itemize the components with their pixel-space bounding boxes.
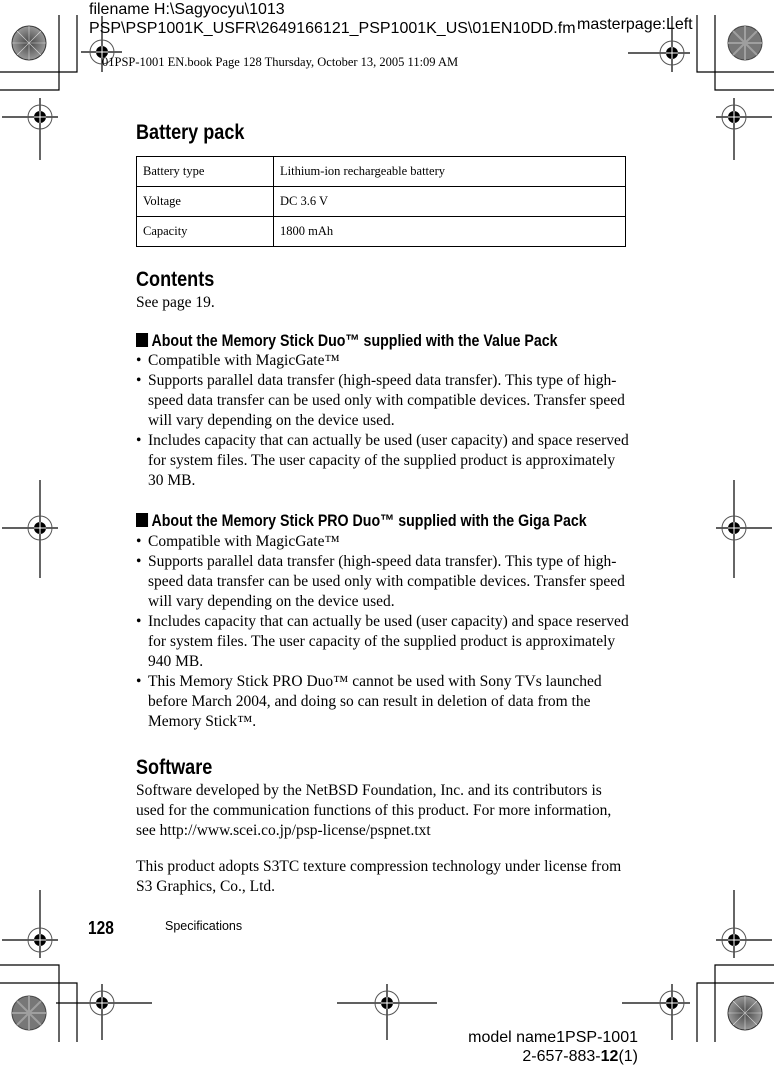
contents-text: See page 19.: [136, 294, 215, 311]
slug-book-info: 01PSP-1001 EN.book Page 128 Thursday, October 13, 2005 11:09 AM: [102, 55, 459, 69]
table-cell-value: DC 3.6 V: [274, 187, 626, 217]
list-item: • Supports parallel data transfer (high-speed data transfer). This type of high-speed data transfer can be used only with compatible devices. Transfer speed will vary depending on the device used.: [136, 552, 630, 612]
table-row: [137, 217, 626, 247]
footer-section-name: Specifications: [165, 919, 243, 933]
table-row: [137, 157, 626, 187]
software-paragraph-1: Software developed by the NetBSD Foundation, Inc. and its contributors is used for the communication functions of this product. For more information, see http://www.scei.co.jp/psp-license/pspnet.txt: [136, 782, 612, 839]
heading-value-pack: [136, 331, 558, 351]
table-cell-label: Capacity: [137, 217, 274, 247]
star-target-icon: [12, 26, 46, 60]
list-item: • Includes capacity that can actually be used (user capacity) and space reserved for system files. The user capacity of the supplied product is approximately 30 MB.: [136, 431, 630, 491]
list-item: • Includes capacity that can actually be used (user capacity) and space reserved for system files. The user capacity of the supplied product is approximately 940 MB.: [136, 612, 630, 672]
table-cell-label: Battery type: [137, 157, 274, 187]
table-row: [137, 187, 626, 217]
list-item: • Supports parallel data transfer (high-speed data transfer). This type of high-speed data transfer can be used only with compatible devices. Transfer speed will vary depending on the device used.: [136, 371, 630, 431]
heading-giga-pack: [136, 511, 587, 531]
heading-contents: Contents: [136, 268, 215, 291]
part-number: [462, 1047, 638, 1066]
list-item: • Compatible with MagicGate™: [136, 532, 630, 552]
part-number-bold: 12: [600, 1048, 619, 1065]
heading-software: Software: [136, 756, 213, 779]
black-square-icon: [136, 333, 148, 347]
list-item: • This Memory Stick PRO Duo™ cannot be used with Sony TVs launched before March 2004, and doing so can result in deletion of data from the Memory Stick™.: [136, 672, 630, 732]
slug-masterpage: masterpage:Left: [577, 16, 693, 33]
black-square-icon: [136, 513, 148, 527]
page-number: 128: [88, 918, 114, 938]
part-number-prefix: 2-657-883-: [522, 1048, 601, 1065]
heading-text: About the Memory Stick PRO Duo™ supplied with the Giga Pack: [151, 512, 587, 530]
slug-filename: filename H:\Sagyocyu\1013 PSP\PSP1001K_USFR\2649166121_PSP1001K_US\01EN10DD.fm: [89, 1, 576, 37]
heading-battery-pack: Battery pack: [136, 121, 245, 144]
battery-spec-table: [136, 156, 626, 247]
list-item: • Compatible with MagicGate™: [136, 351, 630, 371]
heading-text: About the Memory Stick Duo™ supplied with the Value Pack: [151, 332, 558, 350]
table-cell-value: 1800 mAh: [274, 217, 626, 247]
value-pack-bullet-list: [136, 351, 630, 491]
software-paragraph-2: This product adopts S3TC texture compression technology under license from S3 Graphics, Co., Ltd.: [136, 858, 622, 895]
model-name: model name1PSP-1001: [468, 1029, 638, 1046]
giga-pack-bullet-list: [136, 532, 630, 732]
table-cell-label: Voltage: [137, 187, 274, 217]
part-number-suffix: (1): [618, 1048, 638, 1065]
table-cell-value: Lithium-ion rechargeable battery: [274, 157, 626, 187]
